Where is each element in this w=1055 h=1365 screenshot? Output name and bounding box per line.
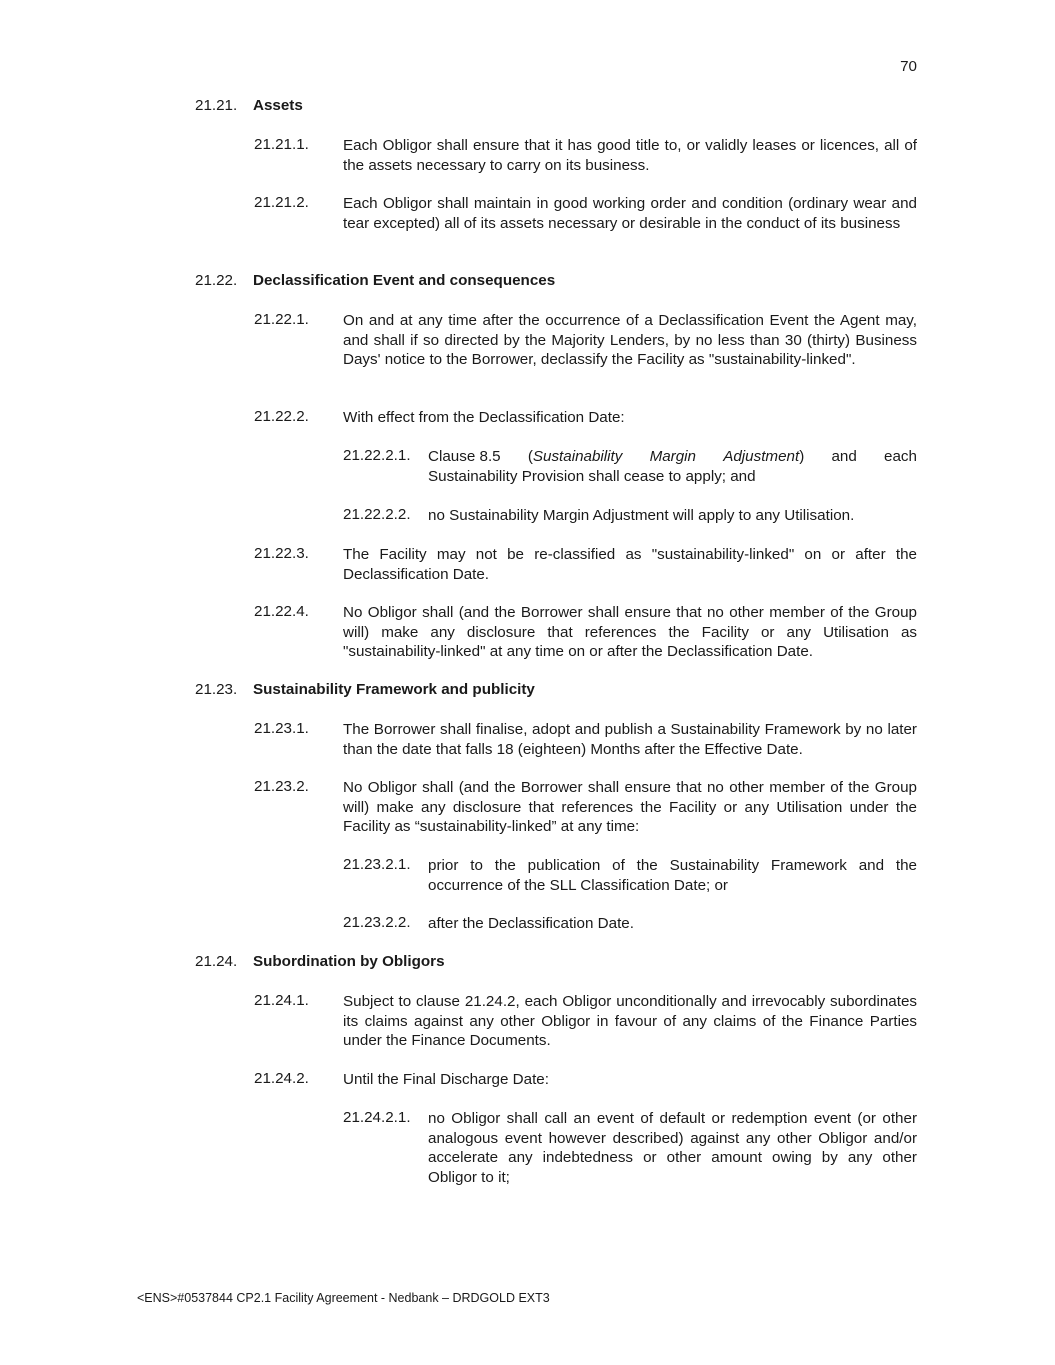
clause-number: 21.22.4. — [254, 603, 309, 620]
section-title: Sustainability Framework and publicity — [253, 681, 535, 698]
clause-text: The Facility may not be re-classified as "sustainability-linked" on or after the Declassification Date. — [343, 546, 917, 583]
clause-text — [428, 447, 917, 486]
clause-text: Until the Final Discharge Date: — [343, 1071, 549, 1088]
clause-number: 21.22.2. — [254, 408, 309, 425]
word: each — [884, 448, 917, 465]
clause-21-22-3 — [254, 545, 917, 584]
clause-21-24-2 — [254, 1070, 917, 1090]
clause-21-22-4 — [254, 603, 917, 662]
italic-term: Margin — [649, 448, 697, 465]
clause-21-24-2-1 — [343, 1109, 917, 1187]
clause-number: 21.23.2.1. — [343, 856, 411, 873]
word: and — [831, 448, 857, 465]
clause-number: 21.21.2. — [254, 194, 309, 211]
clause-text-line-2: Sustainability Provision shall cease to apply; and — [428, 467, 756, 485]
clause-21-23-2-2 — [343, 914, 917, 934]
clause-21-22-2 — [254, 408, 917, 428]
clause-number: 21.22.1. — [254, 311, 309, 328]
clause-21-21-1 — [254, 136, 917, 175]
clause-number: 21.23.2.2. — [343, 914, 411, 931]
clause-text: With effect from the Declassification Date: — [343, 409, 625, 426]
word: Clause 8.5 — [428, 448, 501, 465]
clause-text: No Obligor shall (and the Borrower shall ensure that no other member of the Group will) make any disclosure that references the Facility or any Utilisation as "sustainability-linked" at any time on or after the Declassification Date. — [343, 604, 917, 660]
clause-text: The Borrower shall finalise, adopt and publish a Sustainability Framework by no later than the date that falls 18 (eighteen) Months after the Effective Date. — [343, 721, 917, 758]
clause-21-23-2-1 — [343, 856, 917, 895]
clause-21-22-2-2 — [343, 506, 917, 526]
clause-text: Each Obligor shall ensure that it has good title to, or validly leases or licences, all of the assets necessary to carry on its business. — [343, 137, 917, 174]
word: (Sustainability — [527, 448, 623, 465]
clause-text: Subject to clause 21.24.2, each Obligor unconditionally and irrevocably subordinates its claims against any other Obligor in favour of any claims of the Finance Parties under the Finance Documents. — [343, 993, 917, 1049]
clause-number: 21.24.2.1. — [343, 1109, 411, 1126]
clause-21-21-2 — [254, 194, 917, 233]
clause-number: 21.24.2. — [254, 1070, 309, 1087]
section-title: Assets — [253, 97, 303, 114]
clause-number: 21.22.2.2. — [343, 506, 411, 523]
section-number: 21.22. — [195, 272, 238, 289]
clause-text-line-1 — [428, 447, 917, 467]
section-title: Subordination by Obligors — [253, 953, 445, 970]
clause-text: On and at any time after the occurrence of a Declassification Event the Agent may, and shall if so directed by the Majority Lenders, by no less than 30 (thirty) Business Days' notice to the Borrower, declassify the Facility as "sustainability-linked". — [343, 312, 917, 368]
word: Adjustment) — [723, 448, 805, 465]
clause-text: No Obligor shall (and the Borrower shall ensure that no other member of the Group will) make any disclosure that references the Facility or any Utilisation under the Facility as “sustainability-linked” at any time: — [343, 779, 917, 835]
clause-21-23-1 — [254, 720, 917, 759]
clause-number: 21.22.2.1. — [343, 447, 411, 464]
clause-21-22-2-1 — [343, 447, 917, 486]
clause-21-22-1 — [254, 311, 917, 370]
section-number: 21.24. — [195, 953, 238, 970]
page-number: 70 — [900, 58, 917, 75]
clause-number: 21.22.3. — [254, 545, 309, 562]
document-footer: <ENS>#0537844 CP2.1 Facility Agreement - Nedbank – DRDGOLD EXT3 — [137, 1291, 550, 1305]
italic-term: Adjustment — [723, 448, 800, 465]
clause-number: 21.21.1. — [254, 136, 309, 153]
section-number: 21.21. — [195, 97, 238, 114]
clause-text: no Sustainability Margin Adjustment will apply to any Utilisation. — [428, 507, 855, 524]
clause-number: 21.23.2. — [254, 778, 309, 795]
clause-text: Each Obligor shall maintain in good working order and condition (ordinary wear and tear excepted) all of its assets necessary or desirable in the conduct of its business — [343, 195, 917, 232]
section-title: Declassification Event and consequences — [253, 272, 556, 289]
clause-21-23-2 — [254, 778, 917, 837]
clause-21-24-1 — [254, 992, 917, 1051]
clause-number: 21.24.1. — [254, 992, 309, 1009]
italic-term: Sustainability — [532, 448, 623, 465]
clause-text: prior to the publication of the Sustainability Framework and the occurrence of the SLL Classification Date; or — [428, 857, 917, 894]
clause-text: after the Declassification Date. — [428, 915, 634, 932]
section-number: 21.23. — [195, 681, 238, 698]
clause-number: 21.23.1. — [254, 720, 309, 737]
clause-text: no Obligor shall call an event of default or redemption event (or other analogous event however described) against any other Obligor and/or accelerate any indebtedness or other amount owing by any other Obligor to it; — [428, 1110, 917, 1186]
